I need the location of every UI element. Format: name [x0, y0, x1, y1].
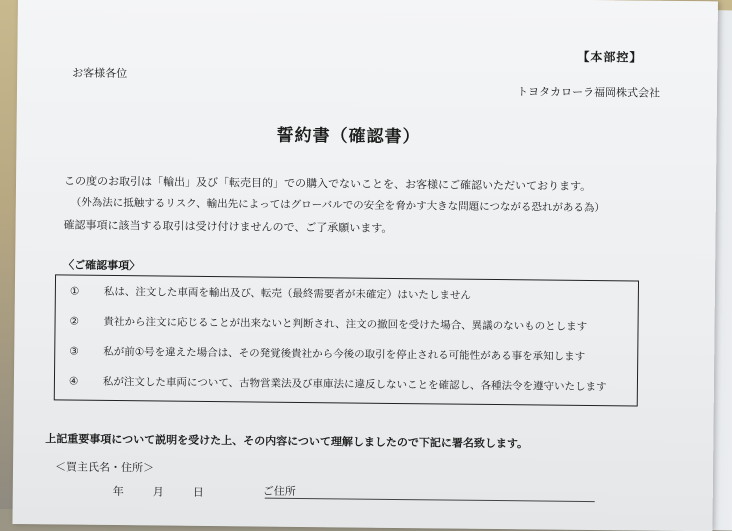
- checklist-box: [54, 274, 639, 406]
- item-number: ①: [69, 285, 80, 298]
- item-text: 私が前①号を違えた場合は、その発覚後貴社から今後の取引を停止される可能性がある事を承知します: [103, 345, 586, 363]
- checklist-item: [70, 284, 471, 303]
- company-name: トヨタカローラ福岡株式会社: [516, 85, 661, 100]
- item-number: ③: [69, 345, 79, 358]
- checklist-heading: 〈ご確認事項〉: [63, 258, 141, 273]
- item-text: 私は、注文した車両を輸出及び、転売（最終需要者が未確定）はいたしません: [103, 285, 472, 302]
- date-month-label: 月: [152, 485, 164, 499]
- confirmation-statement: 上記重要事項について説明を受けた上、その内容について理解しましたので下記に署名致します。: [45, 432, 529, 451]
- branch-tag: 【本部控】: [577, 49, 643, 65]
- checklist-item: [69, 374, 607, 395]
- address-line: [265, 498, 595, 502]
- checklist-item: [69, 314, 587, 334]
- intro-note: （外為法に抵触するリスク、輸出先によってはグローバルでの安全を脅かす大きな問題につながる恐れがある為）: [70, 196, 605, 215]
- intro-line: 確認事項に該当する取引は受け付けませんので、ご了承願います。: [63, 218, 393, 235]
- document-title: 誓約書（確認書）: [276, 125, 421, 148]
- intro-line: この度のお取引は「輸出」及び「転売目的」での購入でないことを、お客様にご確認いただいております。: [63, 174, 592, 194]
- customer-greeting: お客様各位: [72, 66, 128, 81]
- checklist-item: [69, 344, 585, 364]
- pledge-document: [12, 0, 718, 531]
- date-year-label: 年: [112, 485, 124, 499]
- item-number: ④: [68, 375, 79, 388]
- buyer-label: ＜買主氏名・住所＞: [54, 460, 155, 475]
- item-text: 私が注文した車両について、古物営業法及び車庫法に違反しないことを確認し、各種法令を遵守いたします: [102, 375, 607, 394]
- address-label: ご住所: [262, 484, 296, 498]
- item-text: 貴社から注文に応じることが出来ないと判断され、注文の撤回を受けた場合、異議のないものとします: [103, 315, 588, 333]
- item-number: ②: [69, 315, 80, 328]
- date-day-label: 日: [192, 485, 204, 499]
